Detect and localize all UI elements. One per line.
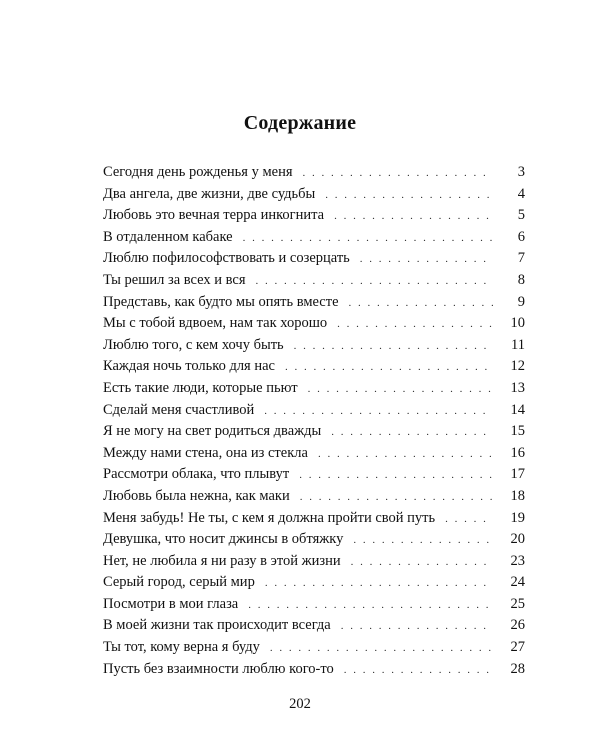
toc-entry-page: 15: [510, 423, 525, 440]
toc-entry-title: Ты решил за всех и вся: [103, 271, 246, 288]
table-of-contents: [103, 162, 525, 680]
toc-entry-title: В моей жизни так происходит всегда: [103, 617, 331, 634]
toc-entry-page: 25: [510, 595, 525, 612]
toc-entry-title: Между нами стена, она из стекла: [103, 444, 308, 461]
toc-entry-title: Люблю того, с кем хочу быть: [103, 336, 284, 353]
dot-leader: [337, 314, 493, 336]
toc-entry: [103, 443, 525, 465]
toc-entry-page: 8: [517, 271, 525, 288]
toc-entry-title: Два ангела, две жизни, две судьбы: [103, 185, 316, 202]
dot-leader: [341, 616, 493, 638]
toc-entry: [103, 248, 525, 270]
toc-entry-title: Рассмотри облака, что плывут: [103, 466, 290, 483]
toc-entry: [103, 162, 525, 184]
toc-entry: [103, 551, 525, 573]
toc-entry-page: 20: [510, 531, 525, 548]
page-number: 202: [289, 696, 311, 712]
toc-entry: [103, 464, 525, 486]
toc-entry-page: 9: [517, 293, 525, 310]
dot-leader: [248, 595, 493, 617]
toc-entry: [103, 292, 525, 314]
toc-entry-page: 4: [517, 185, 525, 202]
toc-entry-title: Люблю пофилософствовать и созерцать: [103, 250, 350, 267]
toc-entry-title: Нет, не любила я ни разу в этой жизни: [103, 552, 341, 569]
toc-entry-title: Серый город, серый мир: [103, 574, 255, 591]
toc-entry-page: 3: [517, 164, 525, 180]
toc-entry-page: 12: [510, 358, 525, 375]
dot-leader: [294, 336, 493, 358]
dot-leader: [360, 249, 493, 271]
toc-entry-title: Ты тот, кому верна я буду: [103, 639, 260, 656]
toc-entry-title: Девушка, что носит джинсы в обтяжку: [103, 531, 344, 548]
toc-entry-page: 5: [517, 207, 525, 224]
dot-leader: [243, 228, 493, 250]
dot-leader: [308, 379, 493, 401]
toc-entry-page: 17: [510, 466, 525, 483]
dot-leader: [285, 357, 493, 379]
toc-entry-page: 14: [510, 401, 525, 418]
page-title: Содержание: [243, 112, 357, 134]
dot-leader: [351, 552, 493, 574]
toc-entry: [103, 659, 525, 681]
toc-entry: [103, 615, 525, 637]
dot-leader: [264, 401, 493, 423]
toc-entry: [103, 529, 525, 551]
toc-entry: [103, 356, 525, 378]
toc-entry-title: Посмотри в мои глаза: [103, 595, 239, 612]
toc-entry-page: 26: [510, 617, 525, 634]
toc-entry: [103, 508, 525, 530]
dot-leader: [318, 444, 493, 466]
toc-entry-page: 28: [510, 660, 525, 677]
toc-entry-title: Мы с тобой вдвоем, нам так хорошо: [103, 315, 328, 332]
toc-entry: [103, 335, 525, 357]
toc-entry-title: Представь, как будто мы опять вместе: [103, 293, 339, 310]
toc-entry-page: 11: [511, 336, 525, 353]
toc-entry: [103, 572, 525, 594]
dot-leader: [331, 422, 493, 444]
toc-entry: [103, 313, 525, 335]
dot-leader: [256, 271, 493, 293]
toc-entry-page: 19: [510, 509, 525, 526]
dot-leader: [265, 573, 493, 595]
dot-leader: [325, 185, 493, 207]
dot-leader: [349, 293, 493, 315]
toc-entry-page: 27: [510, 639, 525, 656]
toc-entry: [103, 594, 525, 616]
dot-leader: [270, 638, 493, 660]
toc-entry-page: 23: [510, 552, 525, 569]
dot-leader: [299, 465, 493, 487]
dot-leader: [353, 530, 493, 552]
dot-leader: [300, 487, 493, 509]
dot-leader: [344, 660, 493, 682]
toc-entry: [103, 270, 525, 292]
toc-entry: [103, 227, 525, 249]
toc-entry-page: 16: [510, 444, 525, 461]
toc-entry: [103, 637, 525, 659]
toc-entry-title: В отдаленном кабаке: [103, 228, 233, 245]
toc-entry: [103, 486, 525, 508]
toc-entry-title: Есть такие люди, которые пьют: [103, 379, 298, 396]
toc-entry-page: 18: [510, 487, 525, 504]
toc-entry-page: 7: [517, 250, 525, 267]
toc-entry-title: Меня забудь! Не ты, с кем я должна пройти свой путь: [103, 509, 436, 526]
toc-entry-title: Я не могу на свет родиться дважды: [103, 423, 322, 440]
toc-entry-title: Сделай меня счастливой: [103, 401, 255, 418]
toc-entry: [103, 400, 525, 422]
toc-entry: [103, 184, 525, 206]
dot-leader: [334, 206, 493, 228]
dot-leader: [303, 163, 494, 185]
toc-entry-title: Сегодня день рожденья у меня: [103, 164, 293, 180]
toc-entry-page: 10: [510, 315, 525, 332]
toc-entry: [103, 378, 525, 400]
toc-entry-title: Любовь это вечная терра инкогнита: [103, 207, 325, 224]
toc-entry: [103, 205, 525, 227]
toc-entry-page: 13: [510, 379, 525, 396]
toc-entry-page: 24: [510, 574, 525, 591]
toc-entry-title: Пусть без взаимности люблю кого-то: [103, 660, 334, 677]
toc-entry-page: 6: [517, 228, 525, 245]
toc-entry-title: Каждая ночь только для нас: [103, 358, 275, 375]
dot-leader: [445, 509, 493, 531]
toc-entry: [103, 421, 525, 443]
toc-entry-title: Любовь была нежна, как маки: [103, 487, 290, 504]
